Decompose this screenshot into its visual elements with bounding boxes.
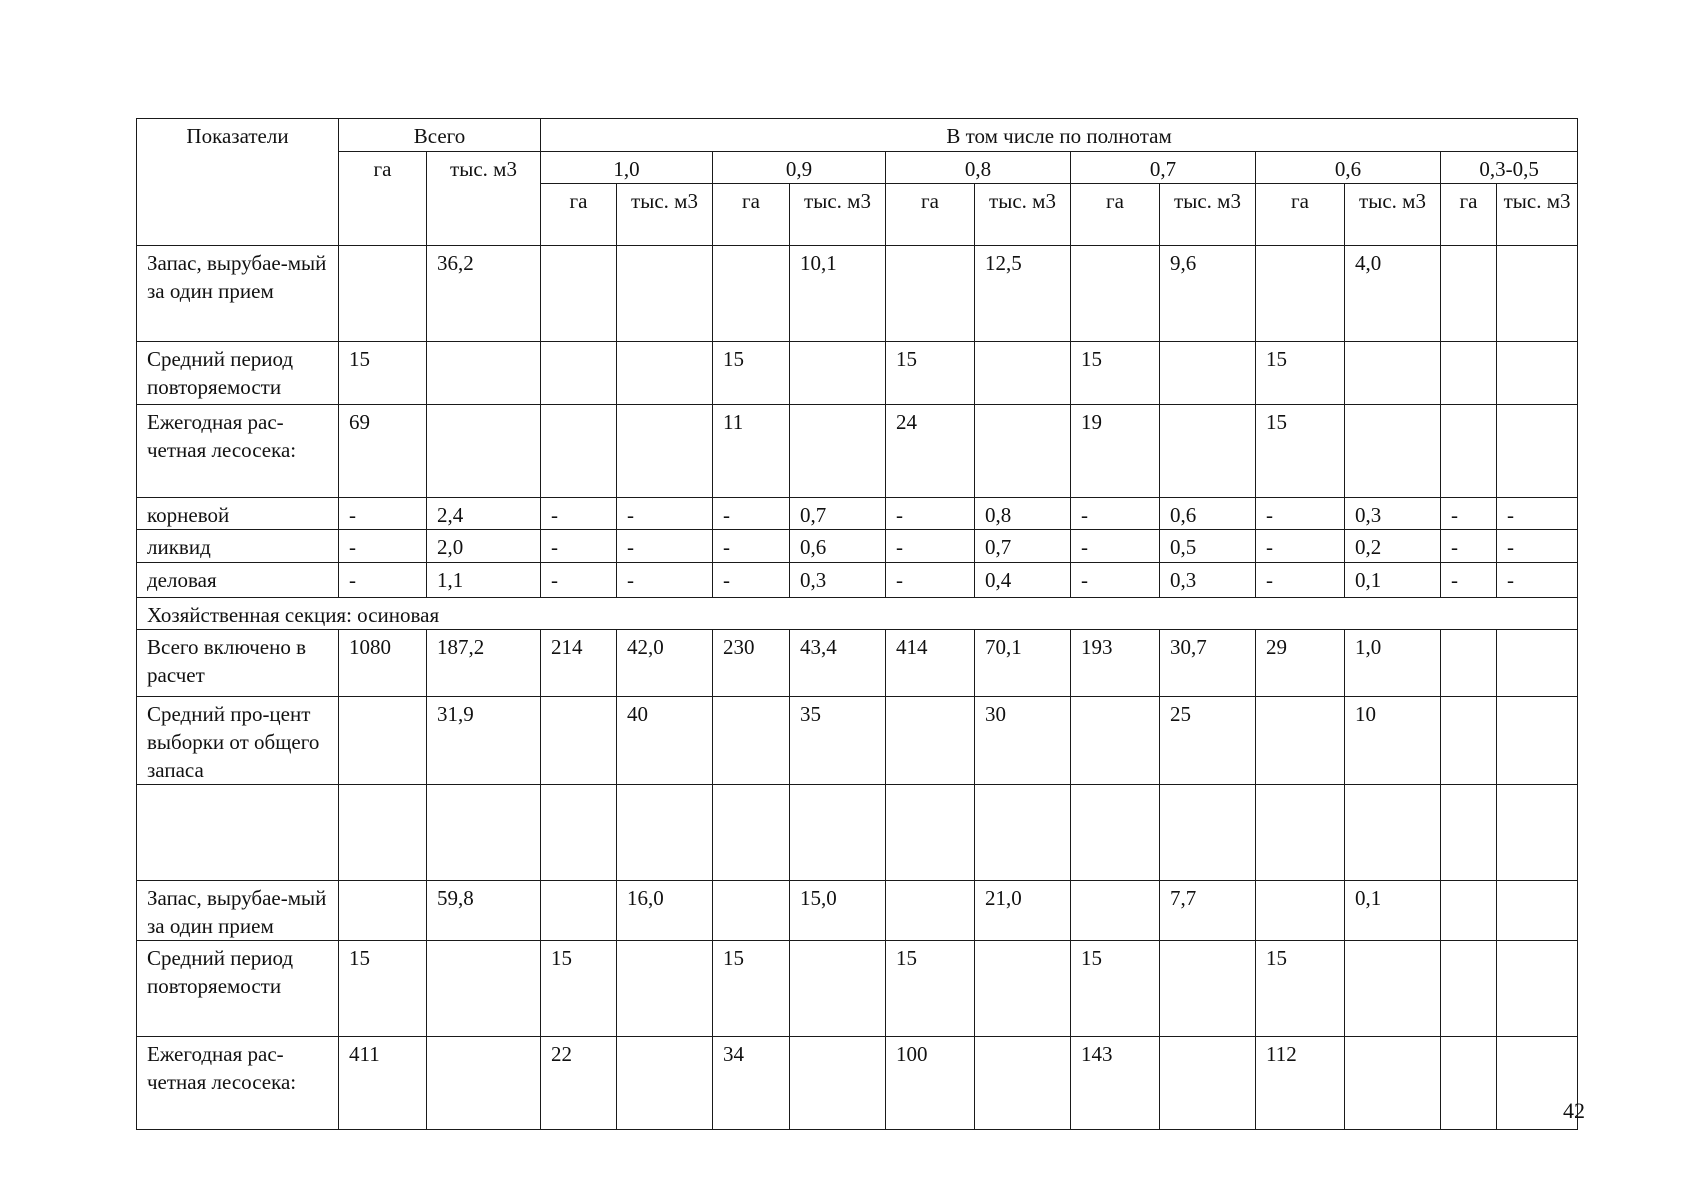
table-row (137, 246, 1578, 342)
table-cell: 22 (541, 1037, 617, 1130)
table-cell (1345, 342, 1441, 405)
header-density-0-3-0-5: 0,3-0,5 (1441, 152, 1578, 184)
table-cell (1256, 246, 1345, 342)
subheader-thous-m3: тыс. м3 (1160, 184, 1256, 246)
table-row (137, 697, 1578, 785)
header-density-0-8: 0,8 (886, 152, 1071, 184)
table-cell: 24 (886, 405, 975, 498)
row-label: деловая (137, 563, 339, 598)
table-cell: 15 (1256, 405, 1345, 498)
table-cell: 15 (1256, 342, 1345, 405)
table-cell: - (1256, 563, 1345, 598)
table-cell: 19 (1071, 405, 1160, 498)
table-cell (617, 785, 713, 881)
table-cell: 15 (886, 342, 975, 405)
table-cell (541, 405, 617, 498)
header-total: Всего (339, 119, 541, 152)
table-cell: - (1071, 498, 1160, 530)
table-cell: - (339, 563, 427, 598)
table-cell: 69 (339, 405, 427, 498)
table-cell: - (1441, 498, 1497, 530)
table-cell (1071, 697, 1160, 785)
table-cell: 0,3 (1160, 563, 1256, 598)
table-cell (1441, 941, 1497, 1037)
table-cell (339, 881, 427, 941)
table-cell: 31,9 (427, 697, 541, 785)
table-cell: - (541, 530, 617, 563)
table-row (137, 405, 1578, 498)
table-cell: 0,3 (1345, 498, 1441, 530)
table-cell (427, 1037, 541, 1130)
table-cell: 42,0 (617, 630, 713, 697)
table-cell (617, 342, 713, 405)
header-density-0-7: 0,7 (1071, 152, 1256, 184)
table-cell (339, 246, 427, 342)
table-row (137, 563, 1578, 598)
table-cell: 29 (1256, 630, 1345, 697)
table-row (137, 1037, 1578, 1130)
table-cell: - (1256, 498, 1345, 530)
header-density-1-0: 1,0 (541, 152, 713, 184)
table-row (137, 630, 1578, 697)
table-cell (541, 697, 617, 785)
table-row (137, 530, 1578, 563)
table-cell: 15,0 (790, 881, 886, 941)
table-cell: 36,2 (427, 246, 541, 342)
table-cell: 0,7 (975, 530, 1071, 563)
table-cell: 21,0 (975, 881, 1071, 941)
header-total-thous-m3: тыс. м3 (427, 152, 541, 246)
table-cell: - (886, 498, 975, 530)
table-cell (1497, 785, 1578, 881)
table-cell (1256, 697, 1345, 785)
subheader-ha: га (1441, 184, 1497, 246)
table-cell (617, 405, 713, 498)
table-cell: 34 (713, 1037, 790, 1130)
table-cell: - (1256, 530, 1345, 563)
row-label: Ежегодная рас-четная лесосека: (137, 405, 339, 498)
row-label: корневой (137, 498, 339, 530)
subheader-thous-m3: тыс. м3 (1345, 184, 1441, 246)
table-cell: 7,7 (1160, 881, 1256, 941)
table-cell: 193 (1071, 630, 1160, 697)
table-cell: - (1497, 563, 1578, 598)
table-cell: 15 (1071, 941, 1160, 1037)
table-cell: - (886, 530, 975, 563)
table-cell: 15 (886, 941, 975, 1037)
table-cell: 15 (339, 941, 427, 1037)
table-cell: 230 (713, 630, 790, 697)
table-cell: - (541, 563, 617, 598)
table-cell (975, 405, 1071, 498)
table-cell: 59,8 (427, 881, 541, 941)
subheader-ha: га (1256, 184, 1345, 246)
table-cell (427, 941, 541, 1037)
table-cell (1441, 405, 1497, 498)
table-cell (541, 881, 617, 941)
cutting-area-table (136, 118, 1578, 1130)
table-cell: 0,6 (790, 530, 886, 563)
table-cell (713, 881, 790, 941)
table-cell: 112 (1256, 1037, 1345, 1130)
table-cell: - (886, 563, 975, 598)
subheader-thous-m3: тыс. м3 (790, 184, 886, 246)
header-indicators: Показатели (137, 119, 339, 246)
table-cell (713, 785, 790, 881)
table-cell (1071, 246, 1160, 342)
table-cell: 4,0 (1345, 246, 1441, 342)
subheader-thous-m3: тыс. м3 (617, 184, 713, 246)
table-cell (339, 785, 427, 881)
table-cell (427, 405, 541, 498)
table-cell (713, 697, 790, 785)
table-cell (790, 342, 886, 405)
table-cell: 143 (1071, 1037, 1160, 1130)
table-cell (1160, 941, 1256, 1037)
table-row (137, 785, 1578, 881)
table-cell: 2,4 (427, 498, 541, 530)
table-cell (790, 1037, 886, 1130)
table-cell (1256, 881, 1345, 941)
table-cell: - (1497, 530, 1578, 563)
table-cell: 0,6 (1160, 498, 1256, 530)
table-cell: 0,7 (790, 498, 886, 530)
row-label: Запас, вырубае-мый за один прием (137, 881, 339, 941)
table-cell: 0,3 (790, 563, 886, 598)
table-cell (1441, 630, 1497, 697)
table-cell: 15 (541, 941, 617, 1037)
table-cell (975, 785, 1071, 881)
table-cell: 2,0 (427, 530, 541, 563)
row-label: Запас, вырубае-мый за один прием (137, 246, 339, 342)
table-cell: 30 (975, 697, 1071, 785)
table-cell (1441, 1037, 1497, 1130)
header-density-0-6: 0,6 (1256, 152, 1441, 184)
table-row (137, 498, 1578, 530)
table-row (137, 881, 1578, 941)
section-title: Хозяйственная секция: осиновая (137, 598, 1578, 630)
table-cell (617, 941, 713, 1037)
table-cell (1497, 941, 1578, 1037)
table-cell (1441, 785, 1497, 881)
table-cell: 0,2 (1345, 530, 1441, 563)
table-cell (1160, 342, 1256, 405)
table-cell: 25 (1160, 697, 1256, 785)
table-cell: 35 (790, 697, 886, 785)
header-row-1 (137, 119, 1578, 152)
row-label (137, 785, 339, 881)
table-cell: 15 (713, 342, 790, 405)
table-cell: 100 (886, 1037, 975, 1130)
table-cell (790, 405, 886, 498)
table-cell: 0,1 (1345, 881, 1441, 941)
row-label: Всего включено в расчет (137, 630, 339, 697)
table-cell (1441, 246, 1497, 342)
header-incl-by-density: В том числе по полнотам (541, 119, 1578, 152)
table-cell (1441, 697, 1497, 785)
table-cell (1497, 342, 1578, 405)
subheader-thous-m3: тыс. м3 (1497, 184, 1578, 246)
table-cell: - (1441, 563, 1497, 598)
table-cell (1345, 405, 1441, 498)
table-cell (886, 785, 975, 881)
table-cell (1345, 1037, 1441, 1130)
table-cell (886, 697, 975, 785)
table-cell (975, 342, 1071, 405)
table-cell: 9,6 (1160, 246, 1256, 342)
header-row-2 (137, 152, 1578, 184)
table-row (137, 941, 1578, 1037)
subheader-ha: га (713, 184, 790, 246)
table-cell: - (713, 530, 790, 563)
table-cell: - (617, 530, 713, 563)
table-cell: 30,7 (1160, 630, 1256, 697)
header-density-0-9: 0,9 (713, 152, 886, 184)
table-cell: 10 (1345, 697, 1441, 785)
table-cell: 15 (339, 342, 427, 405)
table-cell: - (1071, 530, 1160, 563)
table-cell (541, 246, 617, 342)
row-label: Ежегодная рас-четная лесосека: (137, 1037, 339, 1130)
table-cell: 414 (886, 630, 975, 697)
subheader-ha: га (541, 184, 617, 246)
table-cell (1497, 246, 1578, 342)
table-cell: - (1071, 563, 1160, 598)
row-label: Средний про-цент выборки от общего запаса (137, 697, 339, 785)
table-cell (1160, 1037, 1256, 1130)
table-cell: - (339, 530, 427, 563)
table-cell (617, 1037, 713, 1130)
table-cell (1071, 881, 1160, 941)
table-cell (790, 785, 886, 881)
table-cell: 15 (1256, 941, 1345, 1037)
table-cell (1497, 697, 1578, 785)
subheader-ha: га (886, 184, 975, 246)
table-cell: - (617, 563, 713, 598)
table-cell (1497, 881, 1578, 941)
table-cell: - (339, 498, 427, 530)
table-cell: 411 (339, 1037, 427, 1130)
table-cell (1441, 881, 1497, 941)
table-cell: - (713, 563, 790, 598)
table-cell (975, 941, 1071, 1037)
table-cell: 11 (713, 405, 790, 498)
table-cell: 0,5 (1160, 530, 1256, 563)
table-cell: - (541, 498, 617, 530)
table-cell (1160, 785, 1256, 881)
table-cell (1497, 630, 1578, 697)
table-cell: 16,0 (617, 881, 713, 941)
table-cell (427, 785, 541, 881)
page-number: 42 (1563, 1098, 1585, 1123)
table-cell (1497, 405, 1578, 498)
row-label: ликвид (137, 530, 339, 563)
table-cell (1345, 941, 1441, 1037)
table-cell: 1,1 (427, 563, 541, 598)
section-row (137, 598, 1578, 630)
row-label: Средний период повторяемости (137, 342, 339, 405)
table-cell: 70,1 (975, 630, 1071, 697)
subheader-thous-m3: тыс. м3 (975, 184, 1071, 246)
table-cell: 0,1 (1345, 563, 1441, 598)
table-cell (617, 246, 713, 342)
table-cell: 1080 (339, 630, 427, 697)
row-label: Средний период повторяемости (137, 941, 339, 1037)
table-cell: 1,0 (1345, 630, 1441, 697)
table-cell: - (713, 498, 790, 530)
table-cell: - (1441, 530, 1497, 563)
table-cell (1256, 785, 1345, 881)
table-cell (427, 342, 541, 405)
table-cell (886, 246, 975, 342)
table-cell (1160, 405, 1256, 498)
subheader-ha: га (1071, 184, 1160, 246)
table-cell (1345, 785, 1441, 881)
table-cell: 10,1 (790, 246, 886, 342)
table-cell: 0,4 (975, 563, 1071, 598)
table-cell: 40 (617, 697, 713, 785)
table-cell: 15 (1071, 342, 1160, 405)
table-cell (975, 1037, 1071, 1130)
table-cell: 0,8 (975, 498, 1071, 530)
table-cell (886, 881, 975, 941)
table-cell (790, 941, 886, 1037)
table-cell (541, 342, 617, 405)
header-total-ha: га (339, 152, 427, 246)
table-cell: 187,2 (427, 630, 541, 697)
table-cell (541, 785, 617, 881)
table-cell (1071, 785, 1160, 881)
table-cell: - (617, 498, 713, 530)
table-cell (339, 697, 427, 785)
table-cell (713, 246, 790, 342)
table-cell: - (1497, 498, 1578, 530)
table-cell (1441, 342, 1497, 405)
table-row (137, 342, 1578, 405)
table-cell: 43,4 (790, 630, 886, 697)
table-cell: 12,5 (975, 246, 1071, 342)
table-cell: 214 (541, 630, 617, 697)
table-cell: 15 (713, 941, 790, 1037)
